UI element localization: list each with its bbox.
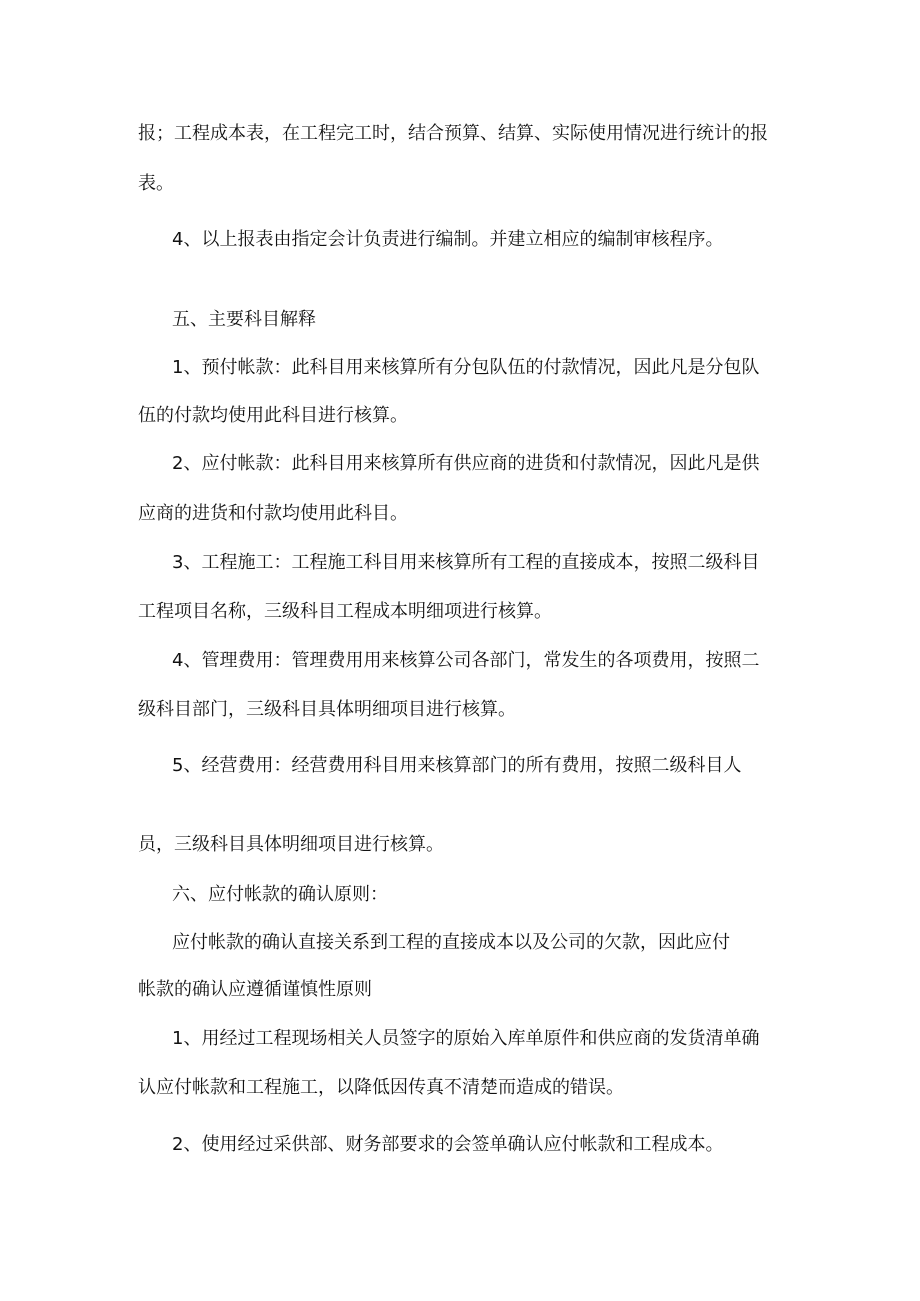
- paragraph-line: 1、用经过工程现场相关人员签字的原始入库单原件和供应商的发货清单确: [172, 1028, 760, 1049]
- section-heading: 六、应付帐款的确认原则：: [172, 884, 388, 905]
- paragraph-line: 应商的进货和付款均使用此科目。: [138, 503, 408, 524]
- paragraph-line: 4、管理费用：管理费用用来核算公司各部门，常发生的各项费用，按照二: [172, 650, 760, 671]
- paragraph-line: 伍的付款均使用此科目进行核算。: [138, 405, 408, 426]
- paragraph-line: 应付帐款的确认直接关系到工程的直接成本以及公司的欠款，因此应付: [172, 932, 730, 953]
- paragraph-line: 员，三级科目具体明细项目进行核算。: [138, 834, 444, 855]
- paragraph-line: 2、使用经过采供部、财务部要求的会签单确认应付帐款和工程成本。: [172, 1134, 724, 1155]
- paragraph-line: 4、以上报表由指定会计负责进行编制。并建立相应的编制审核程序。: [172, 229, 724, 250]
- paragraph-line: 帐款的确认应遵循谨慎性原则: [138, 979, 372, 1000]
- section-heading: 五、主要科目解释: [172, 309, 316, 330]
- paragraph-line: 认应付帐款和工程施工，以降低因传真不清楚而造成的错误。: [138, 1077, 624, 1098]
- paragraph-line: 工程项目名称，三级科目工程成本明细项进行核算。: [138, 601, 552, 622]
- paragraph-line: 2、应付帐款：此科目用来核算所有供应商的进货和付款情况，因此凡是供: [172, 453, 760, 474]
- paragraph-line: 报；工程成本表，在工程完工时，结合预算、结算、实际使用情况进行统计的报: [138, 123, 768, 144]
- paragraph-line: 1、预付帐款：此科目用来核算所有分包队伍的付款情况，因此凡是分包队: [172, 357, 760, 378]
- paragraph-line: 级科目部门，三级科目具体明细项目进行核算。: [138, 699, 516, 720]
- paragraph-line: 表。: [138, 173, 174, 194]
- paragraph-line: 5、经营费用：经营费用科目用来核算部门的所有费用，按照二级科目人: [172, 755, 742, 776]
- paragraph-line: 3、工程施工：工程施工科目用来核算所有工程的直接成本，按照二级科目: [172, 552, 760, 573]
